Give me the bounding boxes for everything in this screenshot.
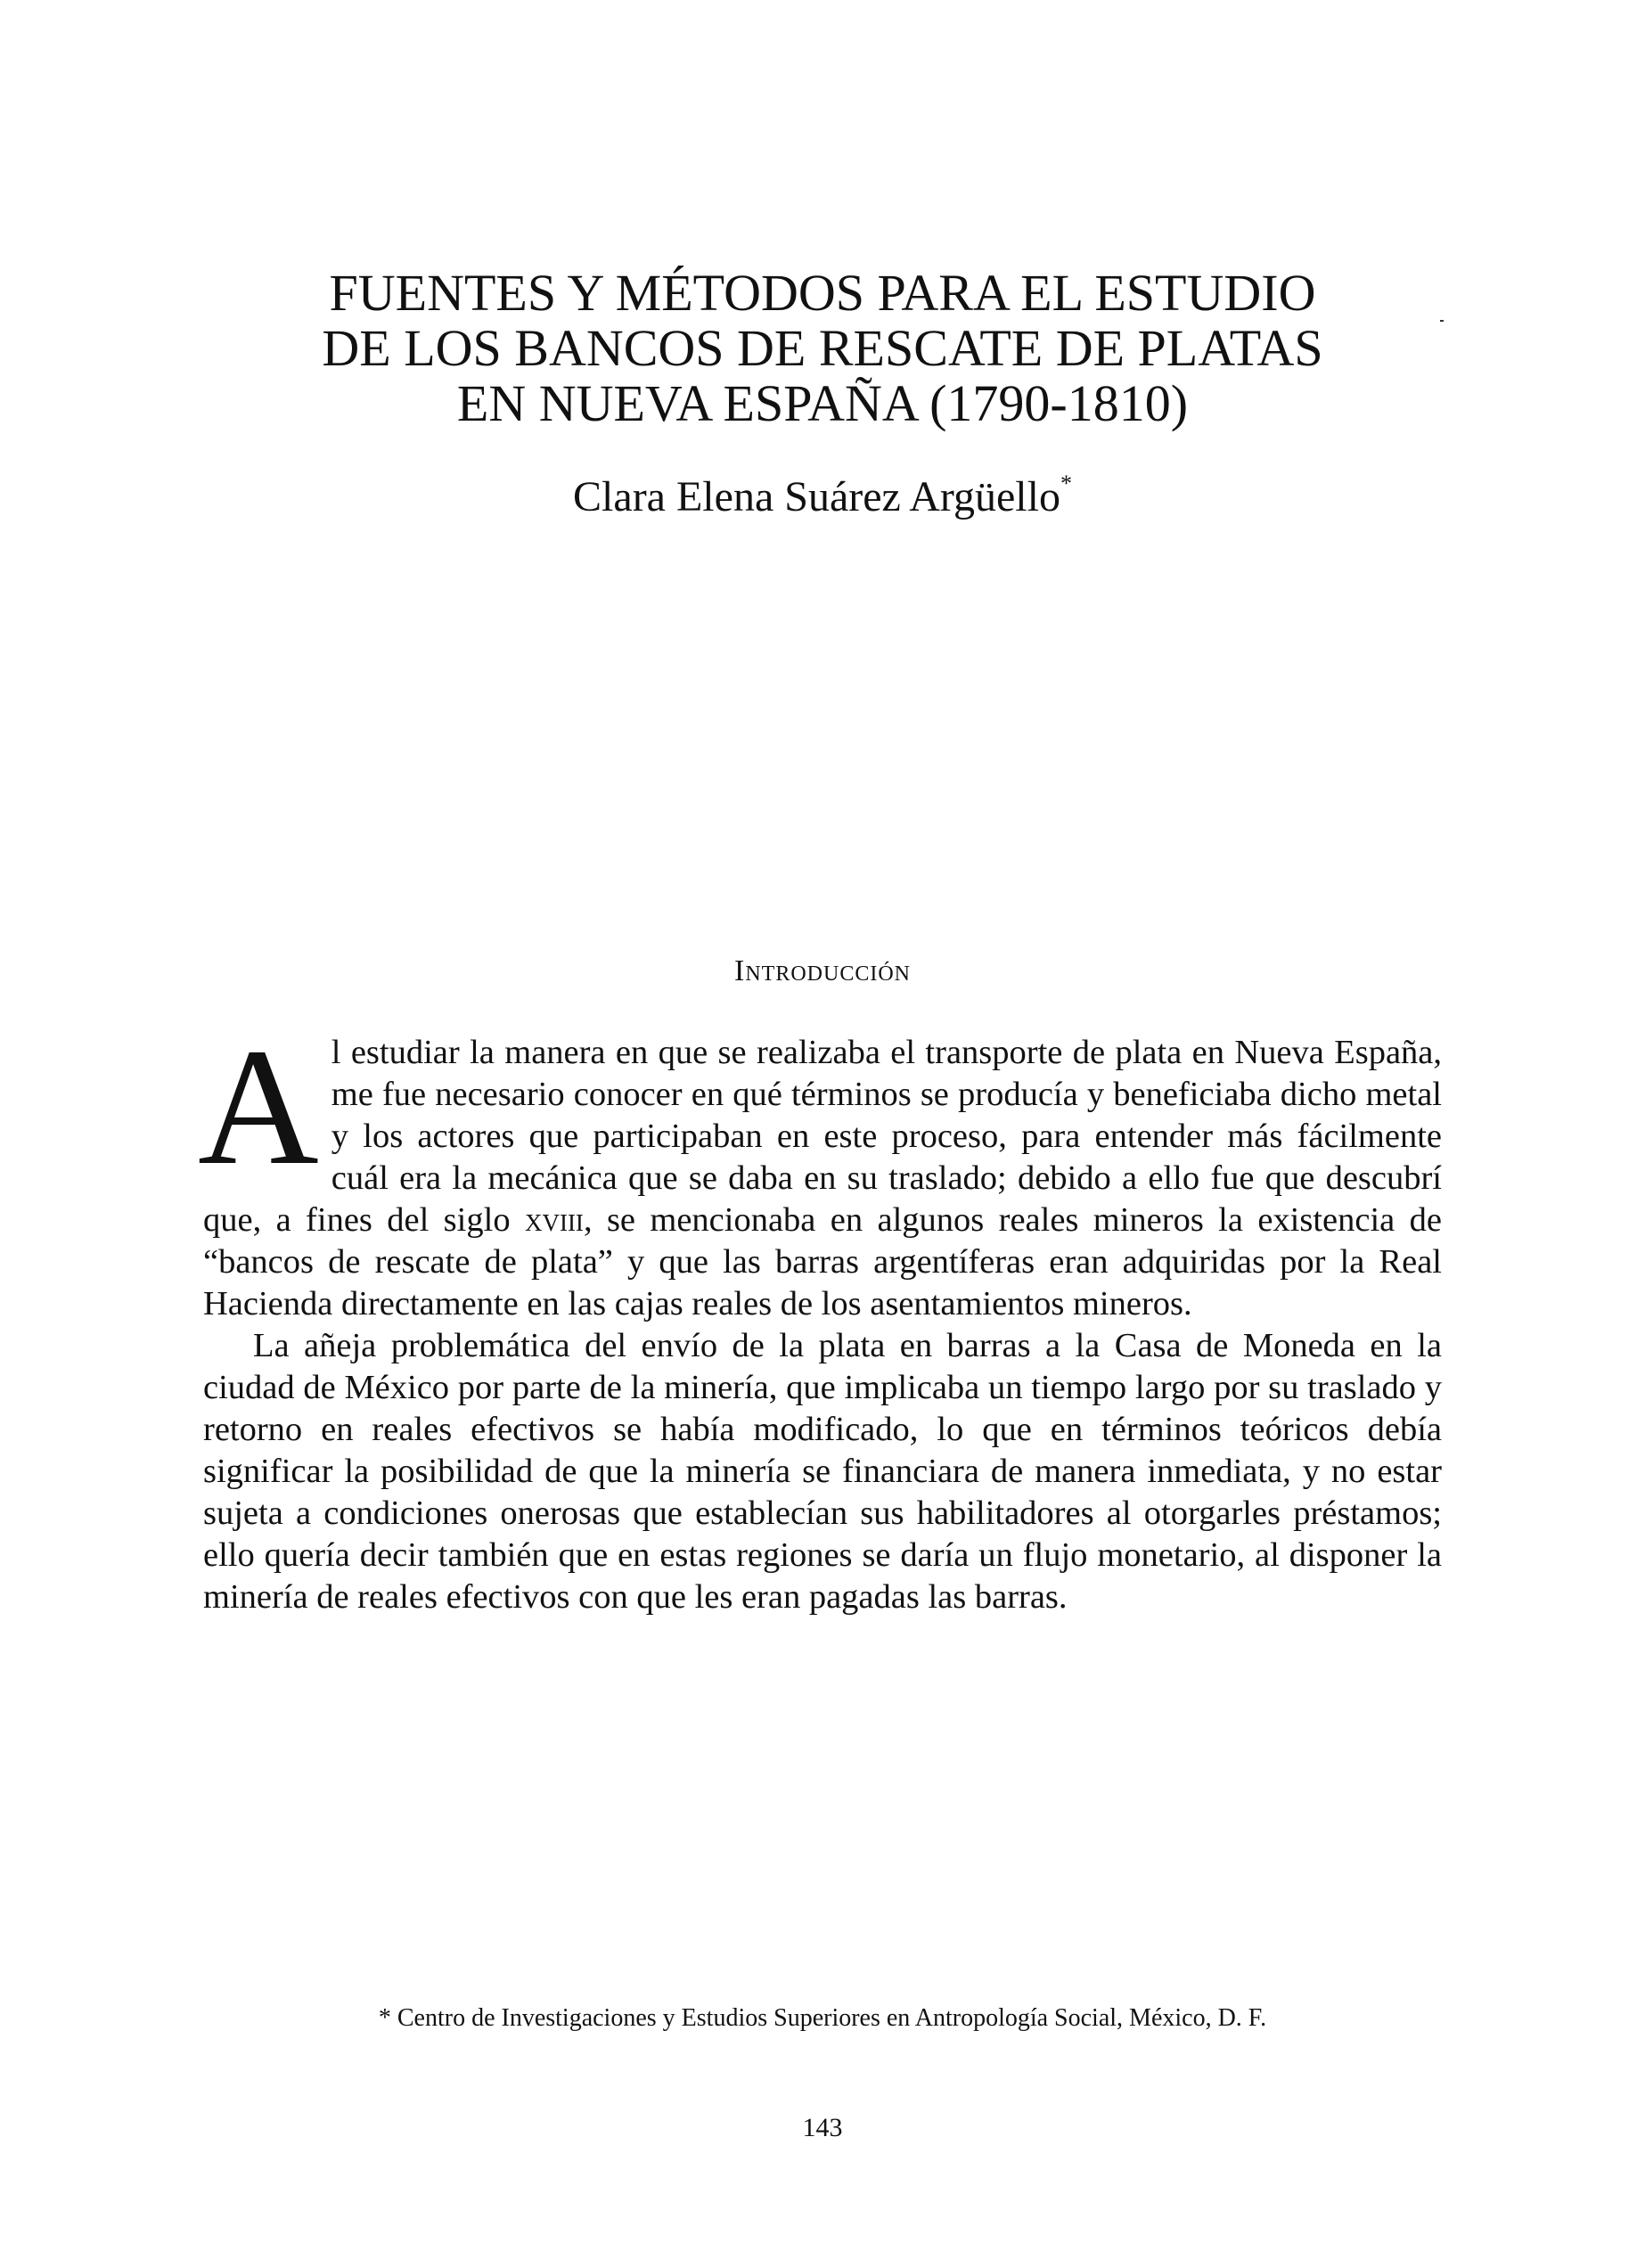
section-heading: Introducción [734,954,911,987]
drop-cap: A [198,1013,319,1200]
footnote-marker: * [1060,471,1072,496]
footnote: * Centro de Investigaciones y Estudios Superiores en Antropología Social, México, D. F. [378,2004,1267,2032]
paragraph [198,1013,1442,1325]
paragraph: La añeja problemática del envío de la plata en barras a la Casa de Moneda en la ciudad de México por parte de la minería, que implicaba un tiempo largo por su traslado y retorno en reales efectivos se había modificado, lo que en términos teóricos debía significar la posibilidad de que la minería se financiara de manera inmediata, y no estar sujeta a condiciones onerosas que establecían sus habilitadores al otorgarles préstamos; ello quería decir también que en estas regiones se daría un flujo monetario, al disponer la minería de reales efectivos con que les eran pagadas las barras. [203,1327,1442,1616]
body-text [198,1013,1442,1618]
paragraph-text: l estudiar la manera en que se realizaba el transporte de plata en Nueva España, me fue necesario conocer en qué términos se producía y beneficiaba dicho metal y los actores que participaban en este proceso, para entender más fácilmente cuál era la mecánica que se daba en su traslado; debido a ello fue que descubrí que, a fines del siglo [203,1034,1442,1239]
page-number: 143 [802,2113,843,2142]
article-title [0,266,1645,431]
author-line [0,472,1645,522]
title-line: DE LOS BANCOS DE RESCATE DE PLATAS [322,319,1323,377]
author-name: Clara Elena Suárez Argüello [573,473,1060,520]
paragraph-text: , se mencionaba en algunos reales mineros la existencia de “bancos de rescate de plata” y que las barras argentíferas eran adquiridas por la Real Hacienda directamente en las cajas reales de los asentamientos mineros. [203,1201,1442,1322]
title-line: FUENTES Y MÉTODOS PARA EL ESTUDIO [329,264,1316,322]
title-line: EN NUEVA ESPAÑA (1790-1810) [456,374,1189,432]
scan-artifact [1440,320,1444,322]
century-numeral: xviii [524,1201,584,1239]
